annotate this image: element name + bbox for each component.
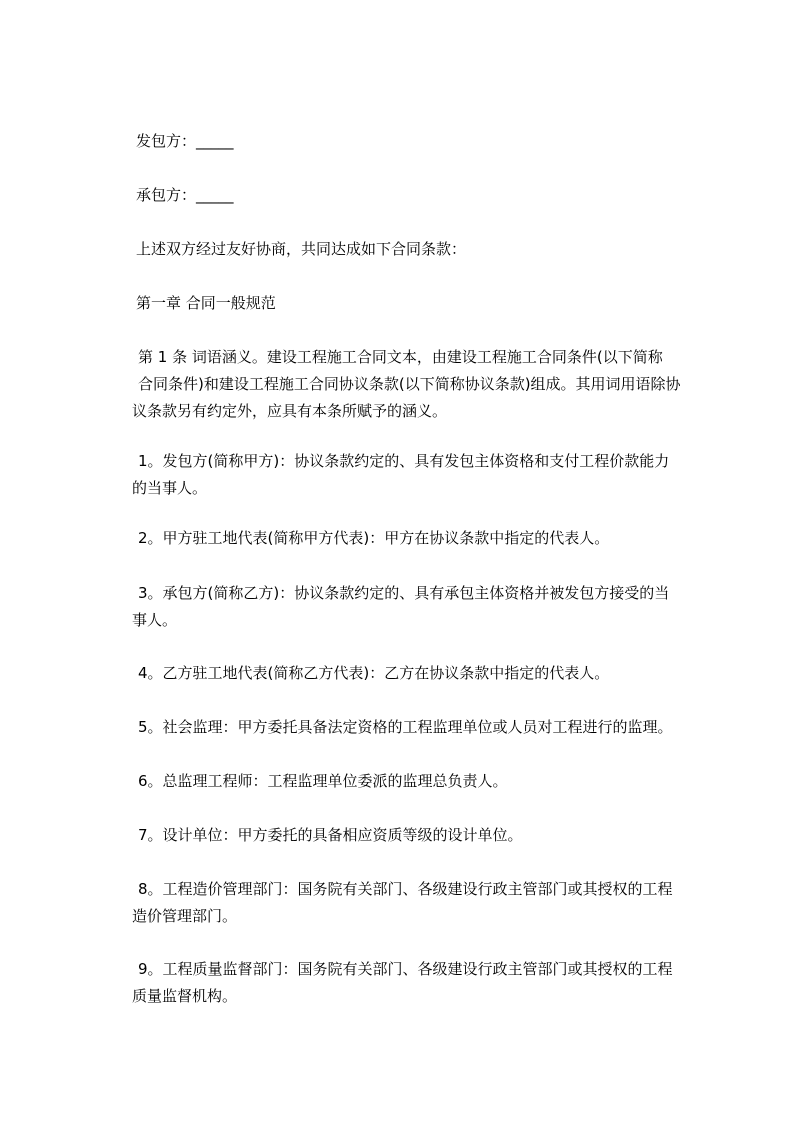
chapter-heading xyxy=(136,290,716,317)
text-line: 3。承包方(简称乙方)：协议条款约定的、具有承包主体资格并被发包方接受的当 xyxy=(138,584,670,602)
text-line: 质量监督机构。 xyxy=(132,987,238,1005)
text-line: 2。甲方驻工地代表(简称甲方代表)：甲方在协议条款中指定的代表人。 xyxy=(138,529,610,547)
text-line: 4。乙方驻工地代表(简称乙方代表)：乙方在协议条款中指定的代表人。 xyxy=(138,664,610,682)
employer-field xyxy=(136,128,716,155)
intro-paragraph xyxy=(136,236,716,263)
text-line: 6。总监理工程师：工程监理单位委派的监理总负责人。 xyxy=(138,772,508,790)
text-line: 5。社会监理：甲方委托具备法定资格的工程监理单位或人员对工程进行的监理。 xyxy=(138,718,673,736)
definition-item-1 xyxy=(132,448,716,502)
definition-item-9 xyxy=(132,956,716,1010)
definition-item-2 xyxy=(136,525,716,552)
definition-item-6 xyxy=(136,768,716,795)
text-line: 发包方：_____ xyxy=(136,132,234,150)
text-line: 8。工程造价管理部门：国务院有关部门、各级建设行政主管部门或其授权的工程 xyxy=(138,880,673,898)
text-line: 议条款另有约定外，应具有本条所赋予的涵义。 xyxy=(132,402,448,420)
definition-item-5 xyxy=(136,714,716,741)
definition-item-8 xyxy=(132,876,716,930)
text-line: 7。设计单位：甲方委托的具备相应资质等级的设计单位。 xyxy=(138,826,523,844)
text-line: 第 1 条 词语涵义。建设工程施工合同文本，由建设工程施工合同条件(以下简称 xyxy=(138,348,663,366)
contractor-field xyxy=(136,182,716,209)
text-line: 上述双方经过友好协商，共同达成如下合同条款： xyxy=(136,240,467,258)
text-line: 合同条件)和建设工程施工合同协议条款(以下简称协议条款)组成。其用词用语除协 xyxy=(138,375,681,393)
text-line: 9。工程质量监督部门：国务院有关部门、各级建设行政主管部门或其授权的工程 xyxy=(138,960,673,978)
definition-item-4 xyxy=(136,660,716,687)
article-1-paragraph xyxy=(132,344,716,425)
definition-item-7 xyxy=(136,822,716,849)
text-line: 事人。 xyxy=(132,611,178,629)
definition-item-3 xyxy=(132,580,716,634)
text-line: 1。发包方(简称甲方)：协议条款约定的、具有发包主体资格和支付工程价款能力 xyxy=(138,452,670,470)
text-line: 的当事人。 xyxy=(132,479,208,497)
text-line: 第一章 合同一般规范 xyxy=(136,294,276,312)
text-line: 造价管理部门。 xyxy=(132,907,238,925)
text-line: 承包方：_____ xyxy=(136,186,234,204)
